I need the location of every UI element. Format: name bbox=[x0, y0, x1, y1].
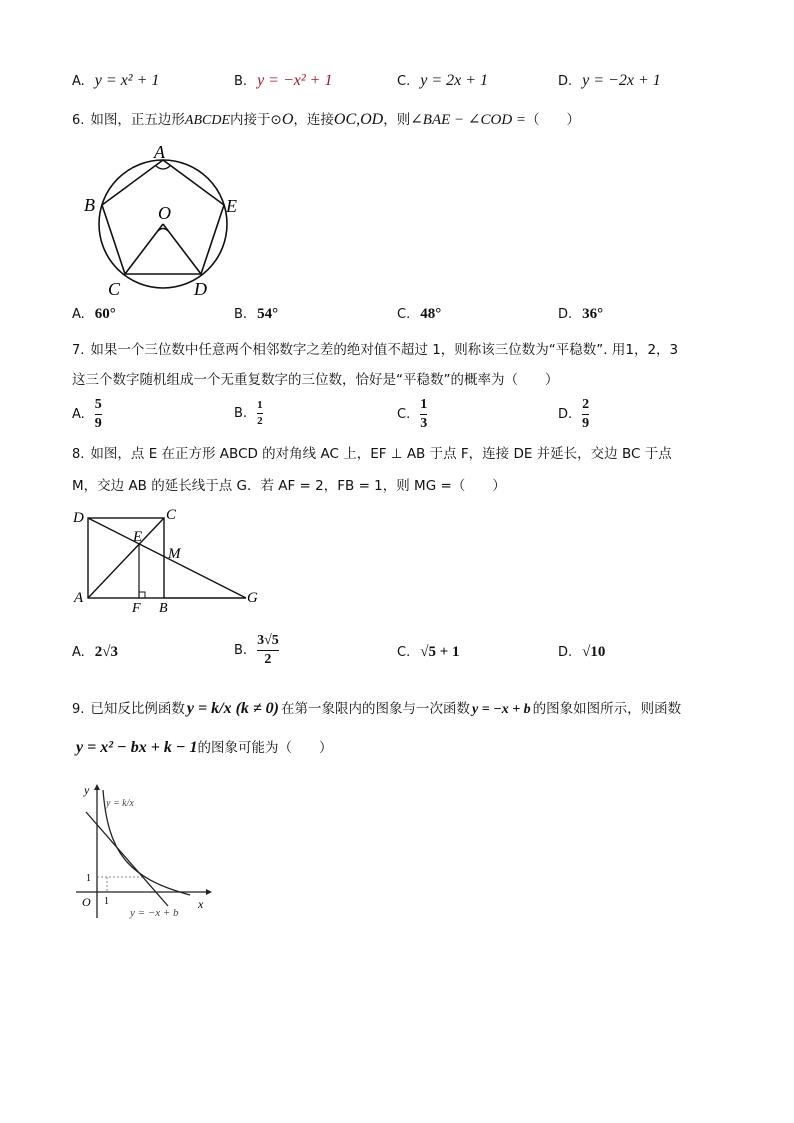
option-letter: A. bbox=[72, 73, 85, 89]
question-number: 8. bbox=[72, 447, 85, 462]
q8-text: 如图，点 E 在正方形 ABCD 的对角线 AC 上，EF ⊥ AB 于点 F，连接 DE 并延长，交边 BC 于点 bbox=[90, 446, 672, 462]
label-a: A bbox=[154, 142, 165, 162]
question-number: 6. bbox=[72, 113, 85, 128]
segment-od bbox=[163, 224, 201, 274]
q6-segments: OC,OD bbox=[333, 111, 384, 128]
q8-option-b[interactable] bbox=[234, 634, 279, 667]
q7-text: 如果一个三位数中任意两个相邻数字之差的绝对值不超过 1，则称该三位数为“平稳数”. 用1，2，3 bbox=[90, 342, 679, 358]
q8-option-c[interactable] bbox=[397, 644, 460, 661]
option-fraction: $\frac{1}{2}$ bbox=[257, 399, 263, 427]
label-one-x: 1 bbox=[104, 896, 109, 907]
option-text: 54° bbox=[257, 306, 279, 322]
q8-option-d[interactable] bbox=[558, 644, 605, 661]
option-letter: D. bbox=[558, 73, 573, 89]
option-letter: D. bbox=[558, 645, 573, 660]
option-text: 48° bbox=[420, 306, 442, 322]
label-f: F bbox=[132, 601, 141, 614]
label-d: D bbox=[73, 510, 84, 526]
label-d: D bbox=[194, 279, 207, 299]
q9-question-line1 bbox=[72, 697, 681, 718]
q5-option-c[interactable] bbox=[397, 72, 488, 90]
q8-question-line1 bbox=[72, 442, 672, 462]
option-letter: C. bbox=[397, 407, 411, 422]
y-arrow-icon bbox=[94, 784, 100, 790]
label-curve: y = k/x bbox=[106, 798, 134, 809]
label-c: C bbox=[166, 507, 177, 523]
q6-bracket: （ ） bbox=[526, 112, 581, 128]
option-letter: B. bbox=[234, 643, 248, 658]
option-letter: C. bbox=[397, 307, 411, 322]
q8-option-a[interactable] bbox=[72, 644, 118, 661]
option-text: 2√3 bbox=[94, 644, 119, 660]
q9-quadratic: y = x² − bx + k − 1 bbox=[76, 739, 198, 756]
option-letter: C. bbox=[397, 73, 411, 89]
q7-option-d[interactable] bbox=[558, 398, 589, 431]
q9-figure bbox=[72, 782, 212, 922]
q6-text: 如图，正五边形 bbox=[90, 112, 185, 128]
label-one-y: 1 bbox=[86, 873, 91, 884]
option-fraction: $\frac{1}{3}$ bbox=[420, 397, 428, 431]
option-letter: B. bbox=[234, 73, 248, 89]
label-line: y = −x + b bbox=[130, 907, 179, 919]
q6-expression: ∠BAE − ∠COD = bbox=[410, 112, 527, 128]
option-letter: D. bbox=[558, 407, 573, 422]
label-a: A bbox=[74, 590, 84, 606]
label-y: y bbox=[84, 783, 90, 797]
q6-text: ，则 bbox=[383, 112, 411, 128]
label-o: O bbox=[158, 203, 171, 223]
q8-figure bbox=[70, 504, 270, 614]
q7-option-b[interactable] bbox=[234, 400, 263, 427]
q5-option-b[interactable] bbox=[234, 72, 332, 90]
option-text: √5 + 1 bbox=[420, 644, 460, 660]
option-letter: B. bbox=[234, 406, 248, 421]
label-m: M bbox=[168, 546, 181, 562]
label-e: E bbox=[226, 196, 237, 216]
label-g: G bbox=[247, 590, 258, 606]
label-x: x bbox=[198, 897, 204, 911]
option-fraction: $\frac{3√5}{2}$ bbox=[257, 633, 279, 667]
q7-option-c[interactable] bbox=[397, 398, 427, 431]
q9-text: 的图象可能为（ ） bbox=[197, 740, 333, 756]
option-text: y = −x² + 1 bbox=[257, 72, 333, 89]
diagonal-ac bbox=[88, 518, 164, 598]
q9-text: 已知反比例函数 bbox=[90, 701, 185, 717]
option-letter: C. bbox=[397, 645, 411, 660]
question-number: 7. bbox=[72, 343, 85, 358]
q9-question-line2 bbox=[76, 736, 333, 757]
label-e: E bbox=[133, 529, 143, 545]
q6-option-b[interactable] bbox=[234, 306, 278, 323]
q6-figure bbox=[80, 140, 260, 300]
label-b: B bbox=[159, 601, 168, 614]
x-arrow-icon bbox=[206, 889, 212, 895]
q9-text: 在第一象限内的图象与一次函数 bbox=[281, 701, 471, 717]
option-text: y = 2x + 1 bbox=[420, 72, 489, 89]
line-dg bbox=[88, 518, 246, 598]
label-origin: O bbox=[82, 895, 91, 909]
label-b: B bbox=[84, 195, 95, 215]
q5-option-a[interactable] bbox=[72, 72, 159, 90]
q6-text: 内接于⊙ bbox=[230, 112, 282, 128]
option-text: y = −2x + 1 bbox=[582, 72, 661, 89]
q7-question-line1 bbox=[72, 338, 678, 358]
segment-oc bbox=[125, 224, 163, 274]
q6-option-d[interactable] bbox=[558, 306, 603, 323]
q5-option-d[interactable] bbox=[558, 72, 661, 90]
option-letter: B. bbox=[234, 307, 248, 322]
q8-question-line2: M，交边 AB 的延长线于点 G．若 AF = 2，FB = 1，则 MG =（ ） bbox=[72, 478, 506, 494]
q6-option-a[interactable] bbox=[72, 306, 116, 323]
label-c: C bbox=[108, 279, 121, 299]
q6-circle: O bbox=[281, 111, 294, 128]
q6-pentagon: ABCDE bbox=[184, 113, 231, 128]
question-number: 9. bbox=[72, 702, 85, 717]
q7-question-line2: 这三个数字随机组成一个无重复数字的三位数，恰好是“平稳数”的概率为（ ） bbox=[72, 372, 559, 388]
angle-arc-a bbox=[156, 166, 170, 169]
option-letter: D. bbox=[558, 307, 573, 322]
right-angle-mark bbox=[139, 592, 145, 598]
q9-text: 的图象如图所示，则函数 bbox=[532, 701, 682, 717]
option-fraction: $\frac{2}{9}$ bbox=[582, 397, 590, 431]
q7-option-a[interactable] bbox=[72, 398, 102, 431]
option-text: 60° bbox=[94, 306, 116, 322]
option-letter: A. bbox=[72, 645, 85, 660]
option-text: 36° bbox=[582, 306, 604, 322]
q6-option-c[interactable] bbox=[397, 306, 441, 323]
option-letter: A. bbox=[72, 407, 85, 422]
option-text: √10 bbox=[582, 644, 606, 660]
q6-text: ，连接 bbox=[293, 112, 334, 128]
q6-question bbox=[72, 108, 580, 129]
option-letter: A. bbox=[72, 307, 85, 322]
option-text: y = x² + 1 bbox=[94, 72, 160, 89]
q9-linear-function: y = −x + b bbox=[472, 702, 531, 717]
option-fraction: $\frac{5}{9}$ bbox=[94, 397, 102, 431]
q9-inverse-function: y = k/x (k ≠ 0) bbox=[186, 700, 280, 717]
